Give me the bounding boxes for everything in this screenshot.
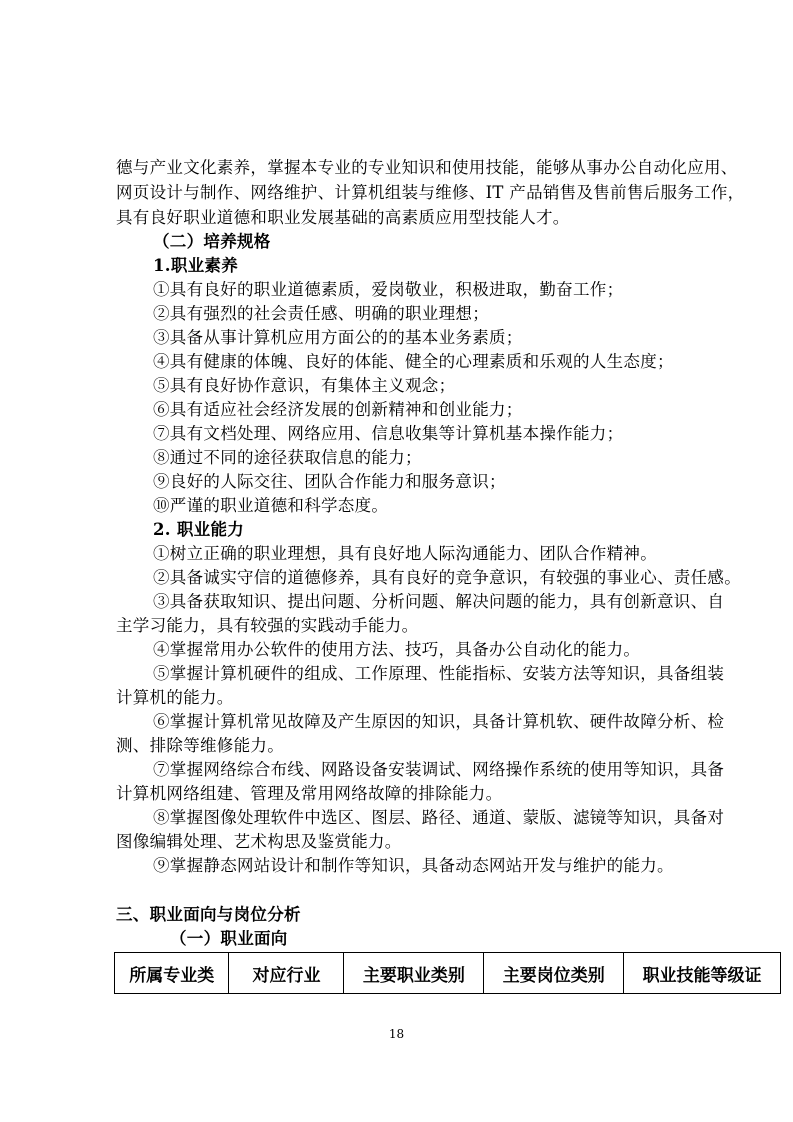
ability-line: ①树立正确的职业理想，具有良好地人际沟通能力、团队合作精神。 bbox=[153, 544, 657, 563]
literacy-item: ③具备从事计算机应用方面公的的基本业务素质； bbox=[153, 328, 523, 347]
ability-line: ⑨掌握静态网站设计和制作等知识，具备动态网站开发与维护的能力。 bbox=[153, 856, 674, 875]
ability-line: ③具备获取知识、提出问题、分析问题、解决问题的能力，具有创新意识、自 bbox=[153, 592, 725, 611]
literacy-item: ②具有强烈的社会责任感、明确的职业理想； bbox=[153, 304, 489, 323]
table-header-cell: 主要岗位类别 bbox=[484, 953, 624, 994]
ability-line: ⑤掌握计算机硬件的组成、工作原理、性能指标、安装方法等知识，具备组装 bbox=[153, 664, 725, 683]
literacy-heading: 1.职业素养 bbox=[153, 256, 239, 275]
ability-line: 图像编辑处理、艺术构思及鉴赏能力。 bbox=[116, 832, 402, 851]
literacy-item: ⑩严谨的职业道德和科学态度。 bbox=[153, 496, 389, 515]
table-header-cell: 职业技能等级证 bbox=[624, 953, 781, 994]
literacy-item: ⑥具有适应社会经济发展的创新精神和创业能力； bbox=[153, 400, 523, 419]
ability-line: 主学习能力，具有较强的实践动手能力。 bbox=[116, 616, 419, 635]
table-header-cell: 对应行业 bbox=[229, 953, 344, 994]
intro-line-1: 德与产业文化素养，掌握本专业的专业知识和使用技能，能够从事办公自动化应用、 bbox=[116, 158, 738, 177]
ability-line: ②具备诚实守信的道德修养，具有良好的竞争意识，有较强的事业心、责任感。 bbox=[153, 568, 741, 587]
intro-line-3: 具有良好职业道德和职业发展基础的高素质应用型技能人才。 bbox=[116, 208, 570, 227]
section3-subheading: （一）职业面向 bbox=[170, 929, 288, 948]
ability-heading: 2. 职业能力 bbox=[153, 520, 245, 539]
table-header-cell: 主要职业类别 bbox=[344, 953, 484, 994]
table-header-row bbox=[115, 953, 781, 994]
literacy-item: ④具有健康的体魄、良好的体能、健全的心理素质和乐观的人生态度； bbox=[153, 352, 674, 371]
page-number: 18 bbox=[388, 1027, 405, 1041]
literacy-item: ⑦具有文档处理、网络应用、信息收集等计算机基本操作能力； bbox=[153, 424, 624, 443]
spec-heading: （二）培养规格 bbox=[153, 232, 271, 251]
section3-heading: 三、职业面向与岗位分析 bbox=[116, 905, 301, 924]
ability-line: ⑧掌握图像处理软件中选区、图层、路径、通道、蒙版、滤镜等知识，具备对 bbox=[153, 808, 725, 827]
career-orientation-table bbox=[114, 952, 781, 994]
intro-line-2: 网页设计与制作、网络维护、计算机组装与维修、IT 产品销售及售前售后服务工作， bbox=[116, 183, 745, 202]
table-header-cell: 所属专业类 bbox=[115, 953, 229, 994]
ability-line: ④掌握常用办公软件的使用方法、技巧，具备办公自动化的能力。 bbox=[153, 640, 641, 659]
literacy-item: ⑧通过不同的途径获取信息的能力； bbox=[153, 448, 422, 467]
ability-line: 测、排除等维修能力。 bbox=[116, 736, 284, 755]
ability-line: ⑦掌握网络综合布线、网路设备安装调试、网络操作系统的使用等知识，具备 bbox=[153, 760, 725, 779]
ability-line: 计算机的能力。 bbox=[116, 688, 234, 707]
literacy-item: ⑨良好的人际交往、团队合作能力和服务意识； bbox=[153, 472, 506, 491]
literacy-item: ⑤具有良好协作意识，有集体主义观念； bbox=[153, 376, 456, 395]
ability-line: 计算机网络组建、管理及常用网络故障的排除能力。 bbox=[116, 784, 503, 803]
ability-line: ⑥掌握计算机常见故障及产生原因的知识，具备计算机软、硬件故障分析、检 bbox=[153, 712, 725, 731]
literacy-item: ①具有良好的职业道德素质，爱岗敬业，积极进取，勤奋工作； bbox=[153, 280, 624, 299]
